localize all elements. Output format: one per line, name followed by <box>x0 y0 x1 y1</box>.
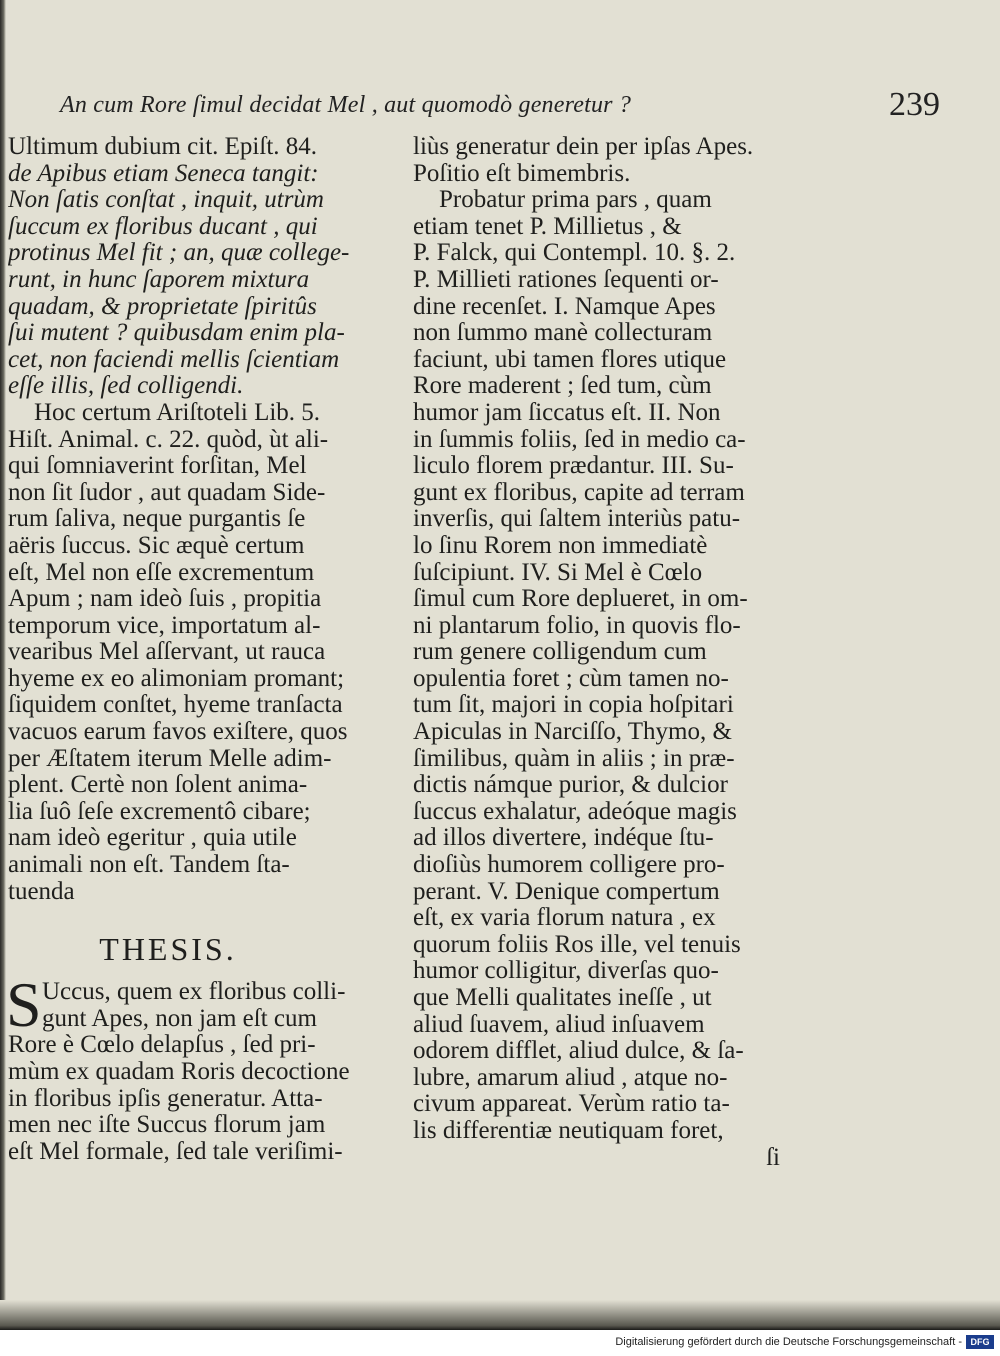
running-head <box>60 88 940 128</box>
thesis-heading: THESIS. <box>99 931 237 968</box>
text-line: Hiſt. Animal. c. 22. quòd, ùt ali- <box>8 426 329 453</box>
text-line: opulentia foret ; cùm tamen no- <box>413 665 729 692</box>
text-line: aliud ſuavem, aliud inſuavem <box>413 1011 705 1038</box>
left-paragraph-1 <box>8 134 398 400</box>
text-line: cet, non faciendi mellis ſcientiam <box>8 346 340 373</box>
text-line: quorum foliis Ros ille, vel tenuis <box>413 931 741 958</box>
text-line: Probatur prima pars , quam <box>439 187 712 214</box>
text-line: per Æſtatem iterum Melle adim- <box>8 745 332 772</box>
text-line: faciunt, ubi tamen flores utique <box>413 346 727 373</box>
text-line: protinus Mel fit ; an, quæ college- <box>8 240 350 267</box>
text-line: eſt, Mel non eſſe excrementum <box>8 559 315 586</box>
text-line: de Apibus etiam Seneca tangit: <box>8 160 319 187</box>
text-line: odorem difflet, aliud dulce, & ſa- <box>413 1038 744 1065</box>
text-line: inverſis, qui ſaltem interiùs patu- <box>413 506 741 533</box>
page-number: 239 <box>889 86 940 123</box>
footer-bar <box>0 1330 1000 1356</box>
text-line: que Melli qualitates ineſſe , ut <box>413 985 712 1011</box>
text-line: dictis námque purior, & dulcior <box>413 772 728 799</box>
text-line: nam ideò egeritur , quia utile <box>8 825 297 852</box>
text-line: ſuſcipiunt. IV. Si Mel è Cœlo <box>413 559 703 586</box>
text-line: dine recenſet. I. Namque Apes <box>413 293 716 320</box>
text-line: Uccus, quem ex floribus colli- <box>42 979 346 1006</box>
text-line: ſuccum ex floribus ducant , qui <box>8 213 318 240</box>
text-line: non ſit ſudor , aut quadam Side- <box>8 479 326 506</box>
drop-cap: S <box>6 969 42 1041</box>
text-line: animali non eſt. Tandem ſta- <box>8 852 290 879</box>
text-line: aëris ſuccus. Sic æquè certum <box>8 532 305 559</box>
text-line: lis differentiæ neutiquam foret, <box>413 1117 724 1144</box>
text-line: Ultimum dubium cit. Epiſt. 84. <box>8 134 318 160</box>
text-line: tum ſit, majori in copia hoſpitari <box>413 692 734 719</box>
text-line: plent. Certè non ſolent anima- <box>8 772 308 799</box>
text-line: ad illos divertere, indéque ſtu- <box>413 825 714 852</box>
right-paragraph-2 <box>413 187 790 1144</box>
text-line: etiam tenet P. Millietus , & <box>413 213 682 240</box>
dfg-logo-icon: DFG <box>966 1335 994 1349</box>
text-line: Rore maderent ; ſed tum, cùm <box>413 373 712 400</box>
text-line: Apiculas in Narciſſo, Thymo, & <box>413 719 732 746</box>
text-line: temporum vice, importatum al- <box>8 612 321 639</box>
text-line: rum ſaliva, neque purgantis ſe <box>8 506 306 533</box>
text-line: ſimul cum Rore deplueret, in om- <box>413 586 748 613</box>
text-line: hyeme ex eo alimoniam promant; <box>8 665 345 692</box>
text-line: in ſummis foliis, ſed in medio ca- <box>413 426 746 453</box>
page-left-edge-shadow <box>0 0 6 1330</box>
text-line: lubre, amarum aliud , atque no- <box>413 1064 728 1091</box>
page-bottom-edge-shadow <box>0 1300 1000 1330</box>
text-line: ſiquidem conſtet, hyeme tranſacta <box>8 692 343 719</box>
text-line: ſuccus exhalatur, adeóque magis <box>413 798 737 825</box>
text-line: liùs generatur dein per ipſas Apes. <box>413 134 754 160</box>
text-line: rum genere colligendum cum <box>413 639 707 666</box>
text-line: civum appareat. Verùm ratio ta- <box>413 1091 730 1118</box>
text-line: ſui mutent ? quibusdam enim pla- <box>8 320 345 347</box>
text-line: Rore è Cœlo delapſus , ſed pri- <box>8 1032 316 1059</box>
text-line: eſt Mel formale, ſed tale veriſimi- <box>8 1138 343 1165</box>
text-line: men nec iſte Succus florum jam <box>8 1112 326 1139</box>
text-line: quadam, & proprietate ſpiritûs <box>8 293 317 320</box>
text-line: humor jam ſiccatus eſt. II. Non <box>413 399 721 426</box>
text-line: humor colligitur, diverſas quo- <box>413 958 719 985</box>
text-line: lo ſinu Rorem non immediatè <box>413 532 708 559</box>
text-line: lia ſuô ſeſe excrementô cibare; <box>8 798 311 825</box>
running-head-title: An cum Rore ſimul decidat Mel , aut quomodò generetur ? <box>60 92 632 118</box>
text-line: perant. V. Denique compertum <box>413 878 720 905</box>
text-line: dioſiùs humorem colligere pro- <box>413 852 725 879</box>
text-line: P. Millieti rationes ſequenti or- <box>413 266 719 293</box>
funding-credit: Digitalisierung gefördert durch die Deutsche Forschungsgemeinschaft - <box>615 1336 962 1348</box>
text-line: gunt Apes, non jam eſt cum <box>42 1005 317 1032</box>
text-line: non ſummo manè collecturam <box>413 320 713 347</box>
text-line: vacuos earum favos exiſtere, quos <box>8 719 348 746</box>
text-line: liculo florem prædantur. III. Su- <box>413 453 734 480</box>
text-line: ni plantarum folio, in quovis flo- <box>413 612 741 639</box>
text-line: ſimilibus, quàm in aliis ; in præ- <box>413 745 735 772</box>
right-column <box>413 134 790 1171</box>
text-line: Hoc certum Ariſtoteli Lib. 5. <box>34 399 321 426</box>
text-line: eſt, ex varia florum natura , ex <box>413 905 716 932</box>
text-line: P. Falck, qui Contempl. 10. §. 2. <box>413 240 736 267</box>
text-line: Non ſatis conſtat , inquit, utrùm <box>8 187 324 214</box>
text-line: Apum ; nam ideò ſuis , propitia <box>8 586 322 613</box>
thesis-paragraph <box>6 969 398 1165</box>
text-line: tuenda <box>8 878 75 905</box>
right-paragraph-1 <box>413 134 790 187</box>
text-line: mùm ex quadam Roris decoctione <box>8 1059 350 1085</box>
text-line: runt, in hunc ſaporem mixtura <box>8 266 310 293</box>
left-paragraph-2 <box>8 400 398 905</box>
text-line: in floribus ipſis generatur. Atta- <box>8 1085 323 1112</box>
left-column <box>8 134 398 1165</box>
text-line: qui ſomniaverint forſitan, Mel <box>8 453 307 480</box>
text-line: Poſitio eſt bimembris. <box>413 160 631 187</box>
text-line: vearibus Mel aſſervant, ut rauca <box>8 639 326 666</box>
text-line: eſſe illis, ſed colligendi. <box>8 373 244 400</box>
catchword: ſi <box>766 1144 780 1171</box>
text-line: gunt ex floribus, capite ad terram <box>413 479 745 506</box>
